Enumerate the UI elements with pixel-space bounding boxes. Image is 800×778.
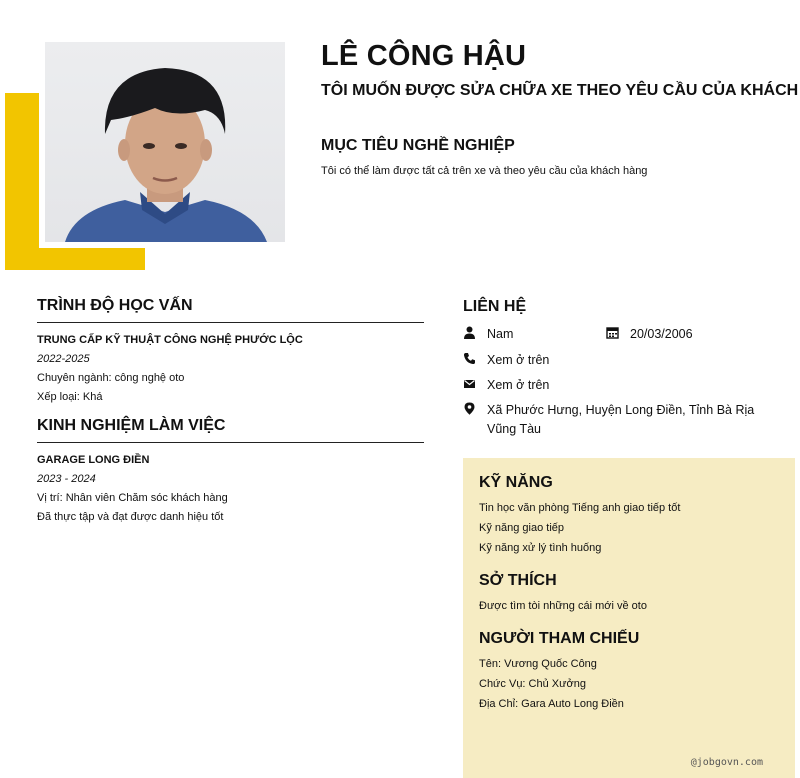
contact-heading: LIÊN HỆ [463,298,527,315]
hobbies-heading: SỞ THÍCH [479,572,557,589]
left-column [37,297,424,523]
experience-heading: KINH NGHIỆM LÀM VIỆC [37,417,424,443]
experience-note: Đã thực tập và đạt được danh hiệu tốt [37,511,224,523]
candidate-name: LÊ CÔNG HẬU [321,40,527,72]
address-value: Xã Phước Hưng, Huyện Long Điền, Tỉnh Bà Rịa Vũng Tàu [487,403,755,436]
birthdate-value: 20/03/2006 [630,327,693,341]
watermark: @jobgovn.com [690,757,763,768]
contact-gender [463,325,513,344]
email-value: Xem ở trên [487,378,550,392]
contact-phone [463,351,549,370]
objective-text: Tôi có thể làm được tất cả trên xe và theo yêu cầu của khách hàng [321,165,648,177]
education-grade: Xếp loại: Khá [37,391,103,403]
company-name: GARAGE LONG ĐIỀN [37,454,150,466]
calendar-icon [606,326,619,339]
phone-icon [463,352,476,365]
career-tagline: TÔI MUỐN ĐƯỢC SỬA CHỮA XE THEO YÊU CẦU CỦA KHÁCH [321,82,799,99]
skills-heading: KỸ NĂNG [479,474,553,491]
references-heading: NGƯỜI THAM CHIẾU [479,630,640,647]
gender-value: Nam [487,327,514,341]
person-icon [463,326,476,339]
hobbies-section [479,572,779,612]
experience-position: Vị trí: Nhân viên Chăm sóc khách hàng [37,492,228,504]
experience-section [37,417,424,523]
references-section [479,630,779,710]
skill-item: Tin học văn phòng Tiếng anh giao tiếp tốt [479,502,681,514]
mail-icon [463,377,476,390]
education-section [37,297,424,403]
accent-bar-horizontal [5,248,145,270]
education-period: 2022-2025 [37,353,90,365]
hobby-item: Được tìm tòi những cái mới về oto [479,600,647,612]
education-major: Chuyên ngành: công nghệ oto [37,372,185,384]
skill-item: Kỹ năng xử lý tình huống [479,542,602,554]
contact-address [463,401,763,439]
contact-birthdate [606,325,693,344]
education-heading: TRÌNH ĐỘ HỌC VẤN [37,297,424,323]
profile-photo [45,42,285,242]
objective-heading: MỤC TIÊU NGHỀ NGHIỆP [321,137,515,154]
reference-item: Tên: Vương Quốc Công [479,658,597,670]
school-name: TRUNG CẤP KỸ THUẬT CÔNG NGHỆ PHƯỚC LỘC [37,334,303,346]
location-pin-icon [463,402,476,415]
reference-item: Địa Chỉ: Gara Auto Long Điền [479,698,624,710]
sidebar-panel [463,458,795,778]
accent-bar-vertical [5,93,39,270]
experience-period: 2023 - 2024 [37,473,96,485]
skill-item: Kỹ năng giao tiếp [479,522,565,534]
contact-email [463,376,549,395]
reference-item: Chức Vụ: Chủ Xưởng [479,678,586,690]
skills-section [479,474,779,554]
phone-value: Xem ở trên [487,353,550,367]
